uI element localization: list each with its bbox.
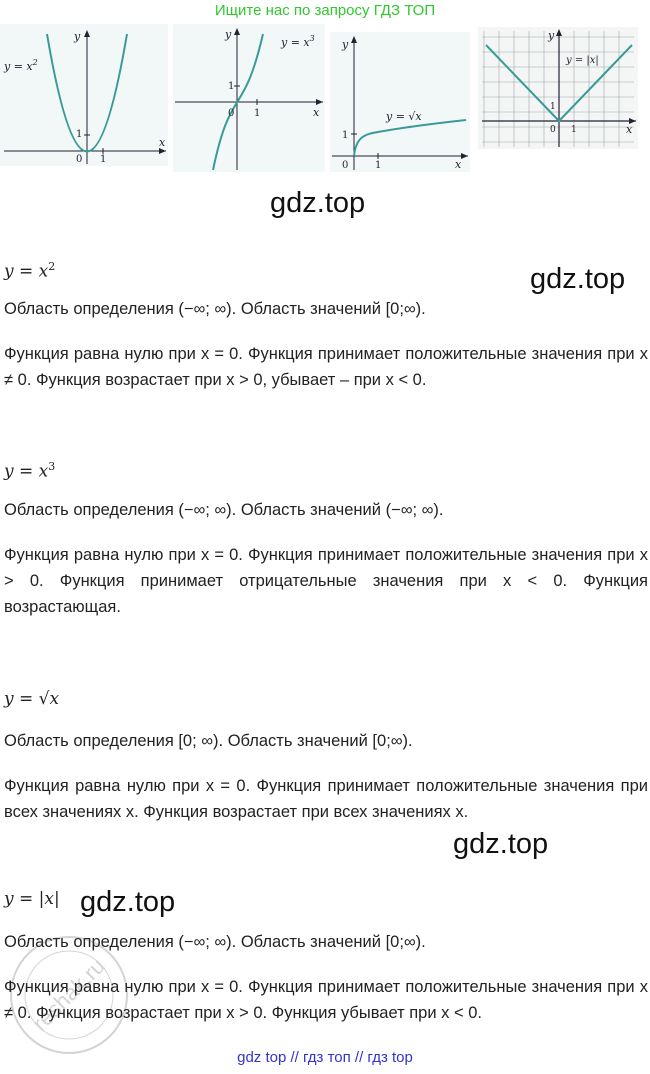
g1-x-label: x [159,136,166,149]
domain-x-cubed: Область определения (−∞; ∞). Область значений (−∞; ∞). [4,501,444,519]
g3-one-y: 1 [342,130,349,141]
graph-x-cubed [173,24,325,172]
g3-zero: 0 [342,160,349,171]
g1-one-y: 1 [76,129,83,140]
g2-one-x: 1 [254,108,261,119]
formula-abs-x: y = |x| [4,889,60,909]
props-abs-x: Функция равна нулю при x = 0. Функция принимает положительные значения при x ≠ 0. Функция возрастает при x > 0. Функция убывает при x < 0. [4,978,648,1022]
footer-links[interactable]: gdz top // гдз топ // гдз top [237,1049,413,1066]
domain-abs-x: Область определения (−∞; ∞). Область значений [0;∞). [4,933,426,951]
domain-x-squared: Область определения (−∞; ∞). Область значений [0;∞). [4,300,426,318]
props-sqrt-x: Функция равна нулю при x = 0. Функция принимает положительные значения при всех значениях x. Функция возрастает при всех значениях x. [4,777,648,821]
g2-x-label: x [313,106,320,119]
props-x-cubed: Функция равна нулю при x = 0. Функция принимает положительные значения при x > 0. Функция принимает отрицательные значения при x < 0. Функция возрастающая. [4,546,648,616]
g1-one-x: 1 [100,154,107,165]
g1-fn-label: $y = x^2$ [4,58,38,73]
g4-zero: 0 [550,125,556,135]
props-x-squared: Функция равна нулю при x = 0. Функция принимает положительные значения при x ≠ 0. Функция возрастает при x > 0, убывает – при x < 0. [4,345,648,389]
formula-x-cubed: $y = x^3$ [4,460,56,482]
g4-one-x: 1 [571,125,577,135]
g2-y-label: y [225,28,232,41]
graph-abs-x [478,27,638,149]
domain-sqrt-x: Область определения [0; ∞). Область значений [0;∞). [4,732,413,750]
g2-zero: 0 [228,108,235,119]
graph-x-squared [0,24,168,166]
formula-x-squared: $y = x^2$ [4,260,56,282]
g3-one-x: 1 [375,160,382,171]
g4-y-label: y [548,29,555,42]
graph-sqrt-x [330,32,470,172]
g4-fn-label: y = |x| [566,55,599,66]
watermark-4: gdz.top [80,886,176,918]
g2-one-y: 1 [228,81,235,92]
top-banner[interactable]: Ищите нас по запросу ГДЗ ТОП [214,2,436,19]
watermark-1: gdz.top [270,187,366,219]
formula-sqrt-x: y = √x [4,689,60,709]
g3-y-label: y [342,38,349,51]
g3-x-label: x [455,158,462,171]
watermark-3: gdz.top [453,828,549,860]
g1-y-label: y [74,30,81,43]
g4-x-label: x [626,123,633,136]
g2-fn-label: $y = x^3$ [281,34,315,49]
g1-zero: 0 [76,154,83,165]
g3-fn-label: y = √x [386,110,422,123]
g4-one-y: 1 [550,102,556,112]
watermark-2: gdz.top [530,263,626,295]
svg-text:reshak.ru: reshak.ru [27,953,110,1036]
